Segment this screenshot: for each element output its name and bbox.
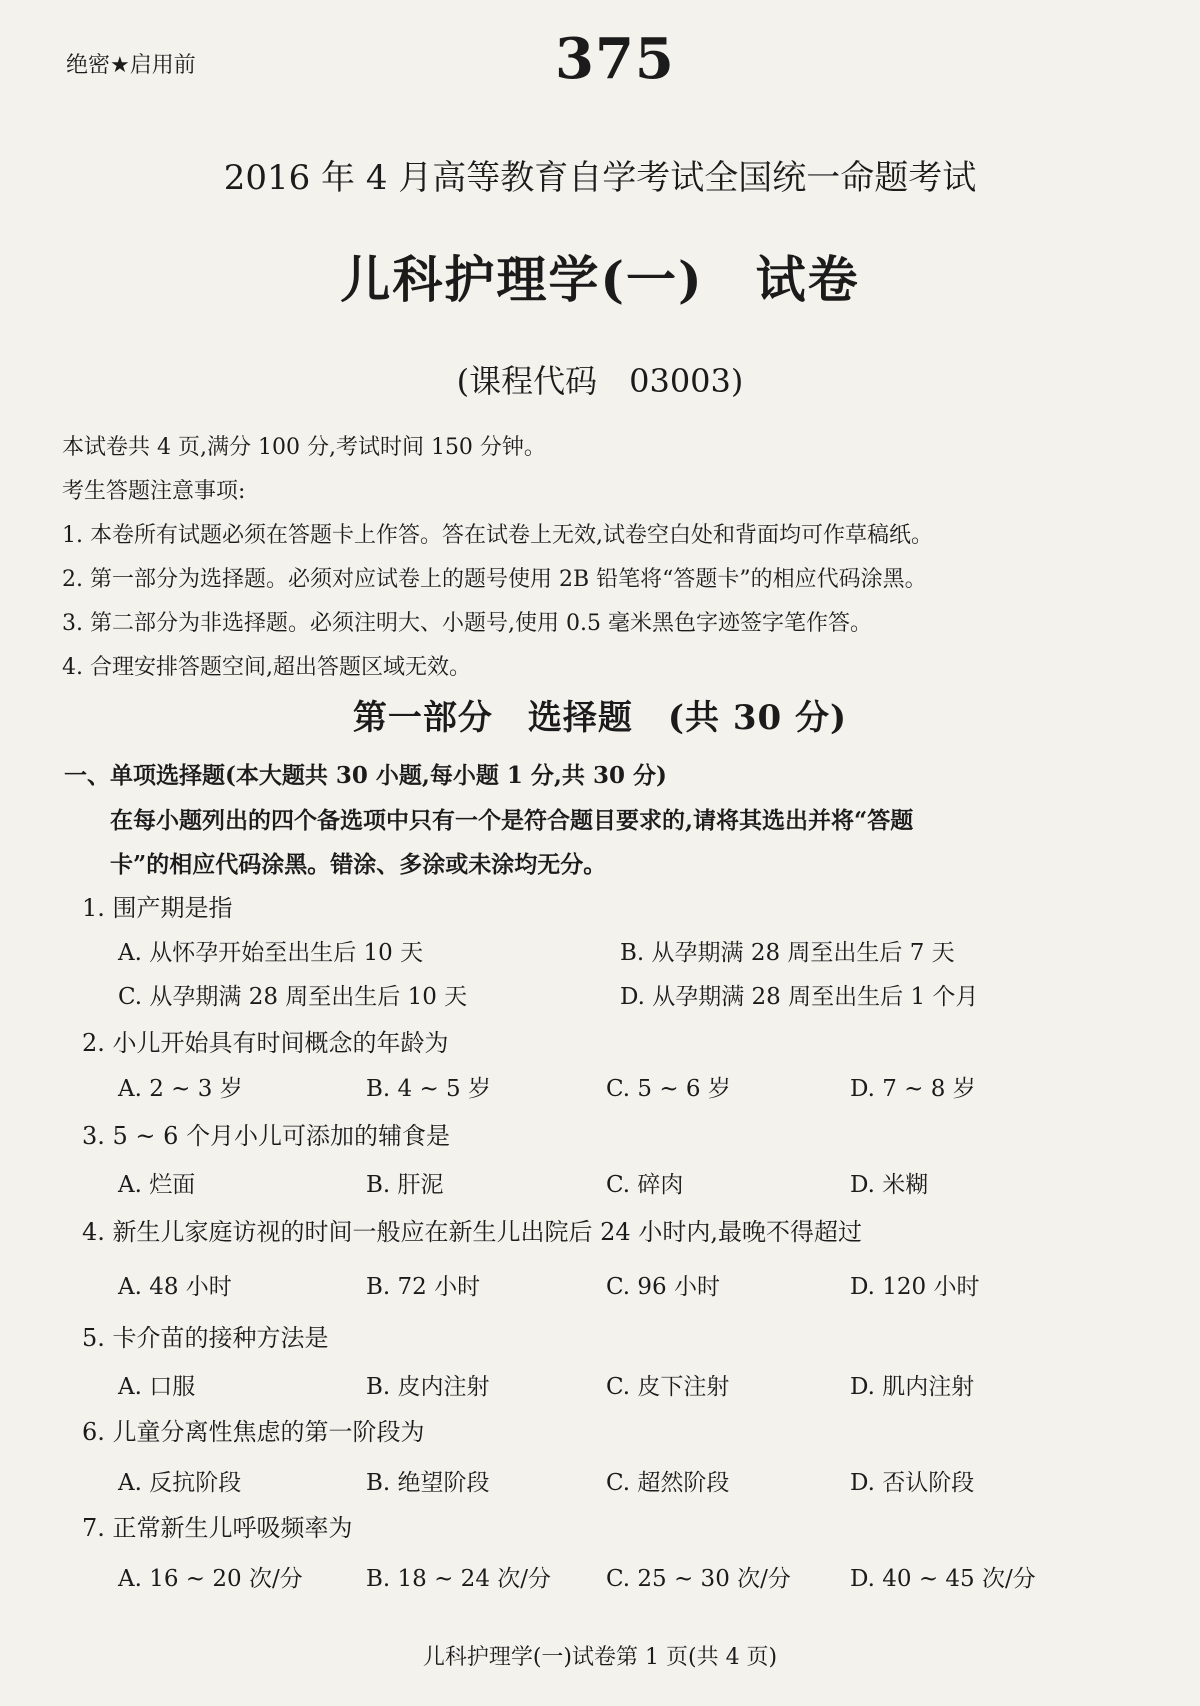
section-title: 一、单项选择题(本大题共 30 小题,每小题 1 分,共 30 分) — [64, 762, 667, 789]
option: A. 从怀孕开始至出生后 10 天 — [118, 940, 424, 966]
question-stem: 1. 围产期是指 — [82, 894, 233, 922]
option: B. 4 ~ 5 岁 — [366, 1076, 491, 1102]
question-stem: 3. 5 ~ 6 个月小儿可添加的辅食是 — [82, 1122, 451, 1150]
option: A. 2 ~ 3 岁 — [118, 1076, 243, 1102]
option: B. 18 ~ 24 次/分 — [366, 1566, 552, 1592]
option: A. 口服 — [118, 1374, 196, 1400]
course-code: (课程代码 03003) — [456, 362, 744, 400]
option: D. 否认阶段 — [850, 1470, 975, 1496]
option: B. 皮内注射 — [366, 1374, 490, 1400]
notes-heading: 考生答题注意事项: — [62, 479, 246, 504]
question-stem: 2. 小儿开始具有时间概念的年龄为 — [82, 1029, 449, 1057]
option: B. 肝泥 — [366, 1172, 444, 1198]
section-instructions: 在每小题列出的四个备选项中只有一个是符合题目要求的,请将其选出并将“答题 — [110, 807, 914, 834]
paper-summary: 本试卷共 4 页,满分 100 分,考试时间 150 分钟。 — [62, 435, 546, 460]
option: D. 40 ~ 45 次/分 — [850, 1566, 1036, 1592]
option: D. 从孕期满 28 周至出生后 1 个月 — [620, 984, 979, 1010]
exam-title: 2016 年 4 月高等教育自学考试全国统一命题考试 — [223, 158, 977, 198]
option: B. 从孕期满 28 周至出生后 7 天 — [620, 940, 955, 966]
option: C. 从孕期满 28 周至出生后 10 天 — [118, 984, 468, 1010]
option: C. 皮下注射 — [606, 1374, 730, 1400]
option: D. 7 ~ 8 岁 — [850, 1076, 976, 1102]
option: D. 米糊 — [850, 1172, 929, 1198]
question-stem: 5. 卡介苗的接种方法是 — [82, 1324, 329, 1352]
part-one-title: 第一部分 选择题 (共 30 分) — [352, 698, 848, 738]
option: C. 96 小时 — [606, 1274, 720, 1300]
option: A. 48 小时 — [118, 1274, 232, 1300]
confidential-label: 绝密★启用前 — [66, 53, 196, 78]
option: C. 碎肉 — [606, 1172, 684, 1198]
page-footer: 儿科护理学(一)试卷第 1 页(共 4 页) — [422, 1645, 778, 1670]
option: A. 16 ~ 20 次/分 — [118, 1566, 303, 1592]
subject-title: 儿科护理学(一) 试卷 — [340, 250, 860, 309]
option: B. 72 小时 — [366, 1274, 481, 1300]
option: D. 120 小时 — [850, 1274, 980, 1300]
option: C. 5 ~ 6 岁 — [606, 1076, 731, 1102]
note-item: 2. 第一部分为选择题。必须对应试卷上的题号使用 2B 铅笔将“答题卡”的相应代码涂黑。 — [62, 567, 927, 592]
option: C. 超然阶段 — [606, 1470, 730, 1496]
option: C. 25 ~ 30 次/分 — [606, 1566, 791, 1592]
question-stem: 6. 儿童分离性焦虑的第一阶段为 — [82, 1418, 425, 1446]
note-item: 3. 第二部分为非选择题。必须注明大、小题号,使用 0.5 毫米黑色字迹签字笔作答。 — [62, 611, 872, 636]
option: D. 肌内注射 — [850, 1374, 975, 1400]
question-stem: 4. 新生儿家庭访视的时间一般应在新生儿出院后 24 小时内,最晚不得超过 — [82, 1218, 862, 1246]
option: A. 反抗阶段 — [118, 1470, 242, 1496]
option: B. 绝望阶段 — [366, 1470, 490, 1496]
section-instructions: 卡”的相应代码涂黑。错涂、多涂或未涂均无分。 — [110, 851, 607, 878]
option: A. 烂面 — [118, 1172, 196, 1198]
paper-number: 375 — [555, 26, 675, 92]
note-item: 4. 合理安排答题空间,超出答题区域无效。 — [62, 655, 471, 680]
note-item: 1. 本卷所有试题必须在答题卡上作答。答在试卷上无效,试卷空白处和背面均可作草稿纸。 — [62, 523, 933, 548]
question-stem: 7. 正常新生儿呼吸频率为 — [82, 1514, 353, 1542]
